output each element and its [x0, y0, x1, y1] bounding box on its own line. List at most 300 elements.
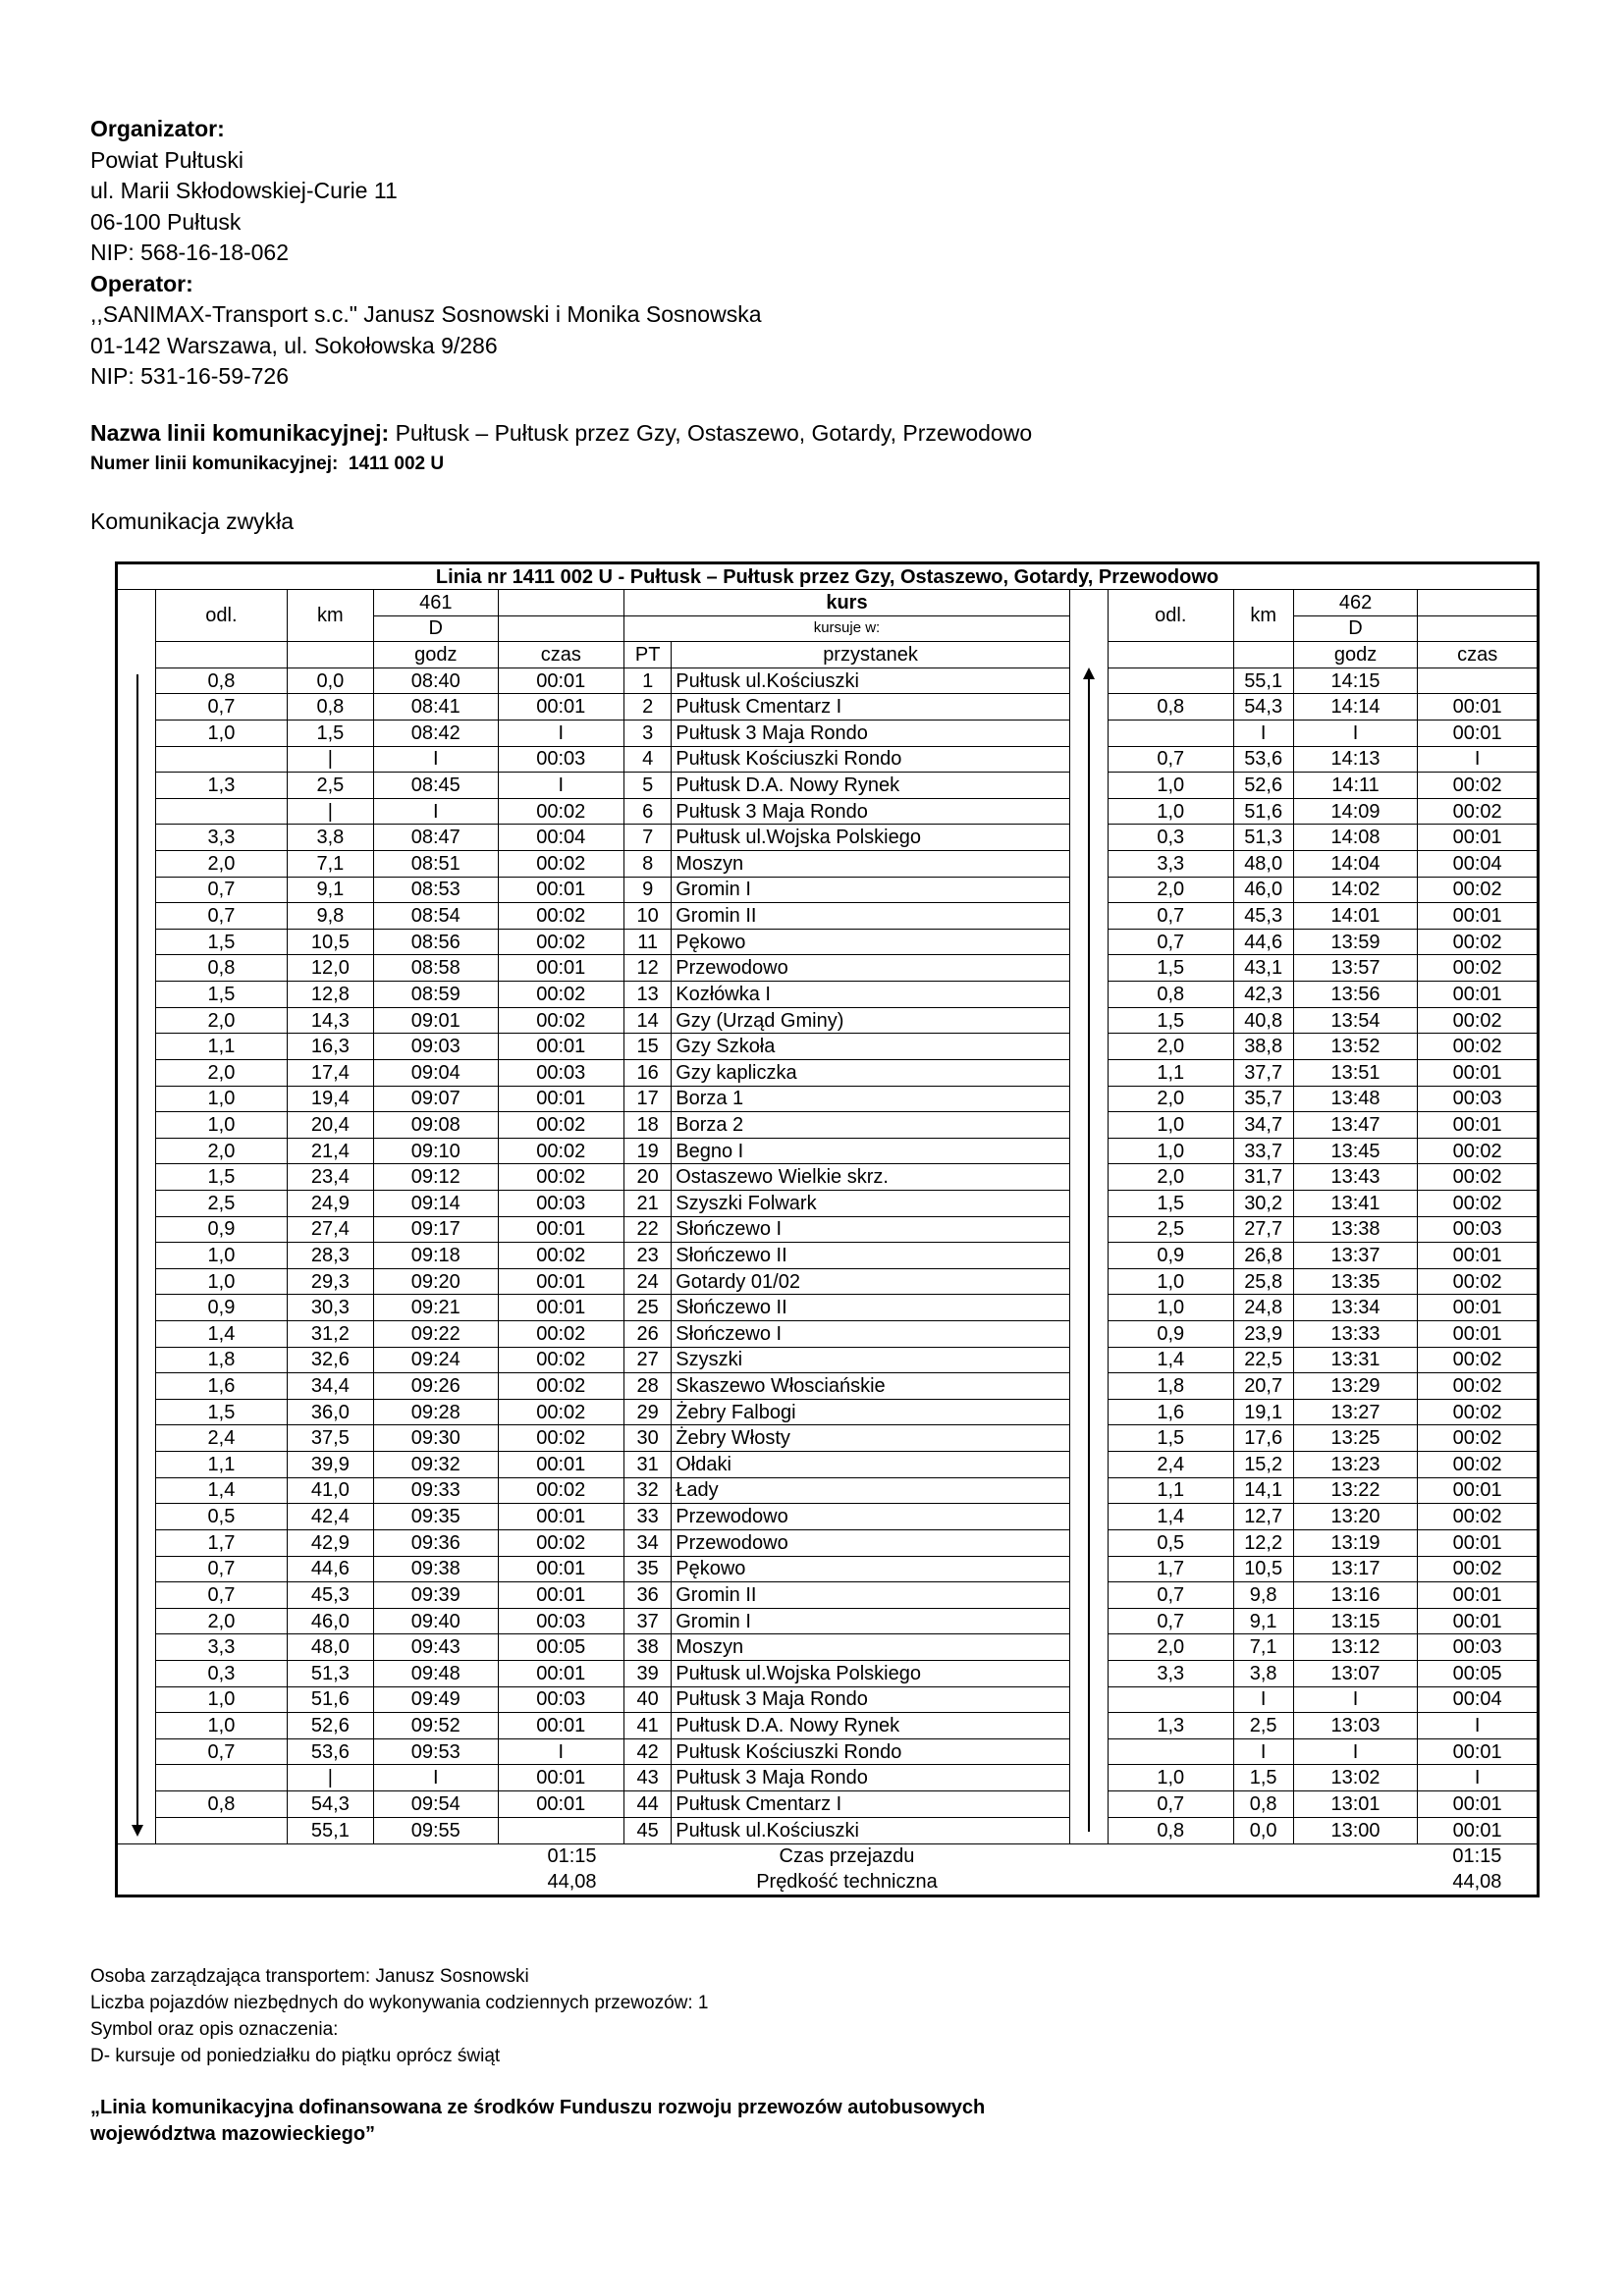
km-cell: 21,4 — [287, 1138, 373, 1164]
direction-arrow-up-icon — [1069, 667, 1108, 1843]
duration-cell: 00:01 — [1418, 1321, 1539, 1348]
duration-cell: 00:05 — [498, 1634, 624, 1661]
odl-cell: 1,4 — [156, 1321, 288, 1348]
time-cell: 14:08 — [1293, 825, 1418, 851]
col-godz-left: godz — [374, 642, 499, 668]
table-row — [117, 1608, 1539, 1634]
time-cell: 08:56 — [374, 929, 499, 955]
km-cell: 51,3 — [287, 1660, 373, 1686]
duration-cell: 00:01 — [498, 694, 624, 721]
line-number-label: Numer linii komunikacyjnej: — [90, 454, 339, 474]
odl-cell: 0,7 — [1109, 1608, 1234, 1634]
km-cell: 10,5 — [287, 929, 373, 955]
duration-cell: 00:02 — [1418, 1452, 1539, 1478]
stop-number-cell: 43 — [624, 1765, 672, 1791]
km-cell: 25,8 — [1233, 1268, 1293, 1295]
time-cell: 09:48 — [374, 1660, 499, 1686]
time-cell: 13:02 — [1293, 1765, 1418, 1791]
km-cell: 51,3 — [1233, 825, 1293, 851]
course-number-right: 462 — [1293, 590, 1418, 616]
duration-cell: 00:02 — [498, 982, 624, 1008]
duration-cell: 00:01 — [498, 667, 624, 694]
duration-cell: 00:05 — [1418, 1660, 1539, 1686]
time-cell: 14:11 — [1293, 773, 1418, 799]
stop-name-cell: Szyszki — [672, 1347, 1070, 1373]
odl-cell: 1,5 — [156, 929, 288, 955]
time-cell: 14:13 — [1293, 746, 1418, 773]
odl-cell: 1,8 — [1109, 1373, 1234, 1400]
stop-number-cell: 15 — [624, 1034, 672, 1060]
duration-cell: 00:01 — [1418, 903, 1539, 930]
speed-label: Prędkość techniczna — [756, 1870, 938, 1893]
km-cell: 9,8 — [1233, 1582, 1293, 1609]
odl-cell: 1,0 — [1109, 1268, 1234, 1295]
stop-number-cell: 23 — [624, 1243, 672, 1269]
odl-cell: 1,5 — [156, 982, 288, 1008]
km-cell: 34,7 — [1233, 1112, 1293, 1139]
timetable-body — [117, 667, 1539, 1843]
odl-cell: 2,0 — [156, 1608, 288, 1634]
duration-cell: 00:02 — [1418, 1268, 1539, 1295]
km-cell: 12,0 — [287, 955, 373, 982]
duration-cell: 00:03 — [498, 1608, 624, 1634]
odl-cell: 0,3 — [156, 1660, 288, 1686]
stop-number-cell: 17 — [624, 1086, 672, 1112]
stop-name-cell: Gromin II — [672, 903, 1070, 930]
odl-cell: 3,3 — [1109, 1660, 1234, 1686]
line-number — [90, 454, 444, 475]
table-row — [117, 1399, 1539, 1425]
km-cell: 55,1 — [287, 1817, 373, 1843]
km-cell: 20,4 — [287, 1112, 373, 1139]
empty-cell — [498, 590, 624, 616]
col-odl-right: odl. — [1109, 590, 1234, 642]
duration-cell: 00:01 — [1418, 1295, 1539, 1321]
duration-cell: 00:02 — [1418, 929, 1539, 955]
km-cell: 7,1 — [287, 851, 373, 878]
duration-cell — [498, 1817, 624, 1843]
duration-cell: 00:02 — [498, 929, 624, 955]
duration-cell: 00:01 — [498, 1582, 624, 1609]
time-cell: 13:00 — [1293, 1817, 1418, 1843]
empty-cell — [1069, 1869, 1417, 1896]
col-pt: PT — [624, 642, 672, 668]
km-cell: | — [287, 746, 373, 773]
duration-cell: 00:01 — [498, 1556, 624, 1582]
organizer-line: 06-100 Pułtusk — [90, 208, 242, 235]
km-cell: 52,6 — [1233, 773, 1293, 799]
km-cell: 14,1 — [1233, 1477, 1293, 1504]
stop-name-cell: Pułtusk 3 Maja Rondo — [672, 1765, 1070, 1791]
organizer-line: Powiat Pułtuski — [90, 146, 244, 173]
col-odl-left: odl. — [156, 590, 288, 642]
stop-number-cell: 42 — [624, 1738, 672, 1765]
duration-cell: 00:02 — [498, 1425, 624, 1452]
stop-name-cell: Pułtusk ul.Kościuszki — [672, 1817, 1070, 1843]
stop-number-cell: 45 — [624, 1817, 672, 1843]
duration-cell: 00:02 — [498, 903, 624, 930]
km-cell: 53,6 — [1233, 746, 1293, 773]
time-cell: 09:18 — [374, 1243, 499, 1269]
duration-cell: 00:01 — [498, 955, 624, 982]
vehicle-count: Liczba pojazdów niezbędnych do wykonywania codziennych przewozów: 1 — [90, 1993, 709, 2013]
table-row — [117, 1504, 1539, 1530]
odl-cell: 1,1 — [156, 1034, 288, 1060]
operator-line: NIP: 531-16-59-726 — [90, 363, 290, 389]
odl-cell: 0,9 — [1109, 1321, 1234, 1348]
stop-number-cell: 27 — [624, 1347, 672, 1373]
stop-name-cell: Borza 2 — [672, 1112, 1070, 1139]
duration-cell: 00:01 — [498, 1034, 624, 1060]
time-cell: 13:19 — [1293, 1529, 1418, 1556]
time-cell: 13:01 — [1293, 1790, 1418, 1817]
odl-cell: 0,8 — [1109, 982, 1234, 1008]
odl-cell: 1,1 — [1109, 1059, 1234, 1086]
km-cell: 52,6 — [287, 1713, 373, 1739]
km-cell: 46,0 — [287, 1608, 373, 1634]
odl-cell: 1,0 — [1109, 1138, 1234, 1164]
km-cell: 39,9 — [287, 1452, 373, 1478]
col-czas-right: czas — [1418, 642, 1539, 668]
odl-cell: 1,0 — [156, 1112, 288, 1139]
time-cell: 08:45 — [374, 773, 499, 799]
km-cell: 35,7 — [1233, 1086, 1293, 1112]
duration-cell: 00:03 — [498, 1059, 624, 1086]
odl-cell: 3,3 — [156, 825, 288, 851]
symbols-heading: Symbol oraz opis oznaczenia: — [90, 2019, 339, 2040]
table-row — [117, 694, 1539, 721]
organizer-line: ul. Marii Skłodowskiej-Curie 11 — [90, 178, 398, 203]
time-cell: 09:30 — [374, 1425, 499, 1452]
stop-number-cell: 13 — [624, 982, 672, 1008]
duration-cell: 00:02 — [498, 1007, 624, 1034]
time-cell: 09:12 — [374, 1164, 499, 1191]
duration-cell: 00:01 — [1418, 1738, 1539, 1765]
odl-cell: 3,3 — [156, 1634, 288, 1661]
line-name — [90, 420, 1032, 447]
duration-cell: 00:02 — [498, 1138, 624, 1164]
table-row — [117, 1373, 1539, 1400]
odl-cell — [1109, 1738, 1234, 1765]
funding-line: województwa mazowieckiego” — [90, 2123, 376, 2145]
duration-cell: 00:01 — [1418, 1817, 1539, 1843]
km-cell: 45,3 — [1233, 903, 1293, 930]
speed-right: 44,08 — [1452, 1870, 1502, 1893]
odl-cell: 2,4 — [1109, 1452, 1234, 1478]
time-cell: 08:53 — [374, 877, 499, 903]
time-cell: 09:43 — [374, 1634, 499, 1661]
table-row — [117, 903, 1539, 930]
time-cell: 13:35 — [1293, 1268, 1418, 1295]
time-cell: 09:07 — [374, 1086, 499, 1112]
km-cell: 0,0 — [1233, 1817, 1293, 1843]
odl-cell: 0,3 — [1109, 825, 1234, 851]
communication-type: Komunikacja zwykła — [90, 508, 295, 534]
duration-cell: 00:01 — [498, 1660, 624, 1686]
empty-cell — [498, 615, 624, 642]
stop-name-cell: Słończewo II — [672, 1295, 1070, 1321]
duration-cell: 00:02 — [498, 1399, 624, 1425]
time-cell: 13:57 — [1293, 955, 1418, 982]
odl-cell: 1,0 — [1109, 773, 1234, 799]
odl-cell — [156, 746, 288, 773]
stop-name-cell: Gzy (Urząd Gminy) — [672, 1007, 1070, 1034]
odl-cell: 1,0 — [1109, 1765, 1234, 1791]
km-cell: 16,3 — [287, 1034, 373, 1060]
table-row — [117, 773, 1539, 799]
stop-name-cell: Przewodowo — [672, 1504, 1070, 1530]
stop-name-cell: Kozłówka I — [672, 982, 1070, 1008]
col-czas-left: czas — [498, 642, 624, 668]
stop-number-cell: 5 — [624, 773, 672, 799]
stop-name-cell: Gromin II — [672, 1582, 1070, 1609]
odl-cell: 0,5 — [1109, 1529, 1234, 1556]
km-cell: 19,4 — [287, 1086, 373, 1112]
time-cell: 09:38 — [374, 1556, 499, 1582]
stop-name-cell: Pułtusk Kościuszki Rondo — [672, 1738, 1070, 1765]
funding-line: „Linia komunikacyjna dofinansowana ze środków Funduszu rozwoju przewozów autobusowych — [90, 2097, 986, 2118]
odl-cell: 1,4 — [1109, 1504, 1234, 1530]
stop-name-cell: Gromin I — [672, 1608, 1070, 1634]
km-cell: I — [1233, 1738, 1293, 1765]
time-cell: 13:07 — [1293, 1660, 1418, 1686]
odl-cell: 0,8 — [156, 1790, 288, 1817]
table-row — [117, 1738, 1539, 1765]
stop-number-cell: 40 — [624, 1686, 672, 1713]
duration-cell: 00:04 — [1418, 851, 1539, 878]
odl-cell: 2,0 — [156, 1007, 288, 1034]
stop-number-cell: 4 — [624, 746, 672, 773]
arrowhead-up — [1083, 667, 1095, 679]
stop-name-cell: Słończewo I — [672, 1321, 1070, 1348]
table-row — [117, 1477, 1539, 1504]
duration-cell: 00:02 — [1418, 877, 1539, 903]
arrowhead-down — [132, 1825, 143, 1837]
km-cell: 42,4 — [287, 1504, 373, 1530]
odl-cell: 0,7 — [156, 1738, 288, 1765]
stop-number-cell: 22 — [624, 1216, 672, 1243]
time-cell: 13:17 — [1293, 1556, 1418, 1582]
table-row — [117, 1216, 1539, 1243]
table-row — [117, 1007, 1539, 1034]
odl-cell: 1,0 — [156, 1713, 288, 1739]
time-cell: 09:55 — [374, 1817, 499, 1843]
stop-number-cell: 6 — [624, 798, 672, 825]
empty-cell — [1418, 590, 1539, 616]
km-cell: 53,6 — [287, 1738, 373, 1765]
duration-cell: 00:02 — [1418, 798, 1539, 825]
duration-cell: 00:02 — [498, 1373, 624, 1400]
km-cell: 1,5 — [1233, 1765, 1293, 1791]
stop-number-cell: 3 — [624, 721, 672, 747]
stop-name-cell: Moszyn — [672, 1634, 1070, 1661]
stop-name-cell: Przewodowo — [672, 1529, 1070, 1556]
table-row — [117, 1164, 1539, 1191]
organizer-line: NIP: 568-16-18-062 — [90, 240, 290, 265]
km-cell: 0,0 — [287, 667, 373, 694]
stop-name-cell: Ołdaki — [672, 1452, 1070, 1478]
duration-cell: 00:02 — [1418, 1007, 1539, 1034]
stop-name-cell: Żebry Falbogi — [672, 1399, 1070, 1425]
odl-cell: 2,0 — [1109, 1634, 1234, 1661]
stop-name-cell: Szyszki Folwark — [672, 1190, 1070, 1216]
duration-cell: 00:02 — [498, 798, 624, 825]
table-row — [117, 1765, 1539, 1791]
time-cell: 13:45 — [1293, 1138, 1418, 1164]
km-cell: 20,7 — [1233, 1373, 1293, 1400]
time-cell: 09:14 — [374, 1190, 499, 1216]
stop-number-cell: 34 — [624, 1529, 672, 1556]
odl-cell: 0,8 — [156, 955, 288, 982]
time-cell: 09:36 — [374, 1529, 499, 1556]
symbol-left: D — [374, 615, 499, 642]
time-cell: 09:03 — [374, 1034, 499, 1060]
km-cell: 43,1 — [1233, 955, 1293, 982]
stop-number-cell: 31 — [624, 1452, 672, 1478]
table-row — [117, 1190, 1539, 1216]
time-cell: 14:02 — [1293, 877, 1418, 903]
time-cell: 13:43 — [1293, 1164, 1418, 1191]
time-cell: 13:52 — [1293, 1034, 1418, 1060]
table-row — [117, 1034, 1539, 1060]
km-cell: 24,9 — [287, 1190, 373, 1216]
duration-cell: 00:02 — [1418, 955, 1539, 982]
odl-cell — [156, 1817, 288, 1843]
km-cell: 15,2 — [1233, 1452, 1293, 1478]
time-cell: 13:20 — [1293, 1504, 1418, 1530]
km-cell: 31,7 — [1233, 1164, 1293, 1191]
km-cell: 7,1 — [1233, 1634, 1293, 1661]
odl-cell: 1,5 — [1109, 1425, 1234, 1452]
time-cell: 13:33 — [1293, 1321, 1418, 1348]
time-cell: 13:56 — [1293, 982, 1418, 1008]
odl-cell: 0,9 — [156, 1295, 288, 1321]
duration-cell: 00:01 — [498, 1790, 624, 1817]
duration-cell: 00:01 — [498, 1504, 624, 1530]
table-row — [117, 1452, 1539, 1478]
odl-cell: 0,9 — [156, 1216, 288, 1243]
time-cell: I — [374, 1765, 499, 1791]
table-row — [117, 1243, 1539, 1269]
time-cell: 08:59 — [374, 982, 499, 1008]
km-cell: 19,1 — [1233, 1399, 1293, 1425]
time-cell: 09:35 — [374, 1504, 499, 1530]
table-row — [117, 1112, 1539, 1139]
odl-cell: 2,0 — [1109, 1164, 1234, 1191]
table-row — [117, 877, 1539, 903]
line-name-value: Pułtusk – Pułtusk przez Gzy, Ostaszewo, Gotardy, Przewodowo — [389, 420, 1033, 446]
stop-number-cell: 26 — [624, 1321, 672, 1348]
duration-cell: 00:04 — [498, 825, 624, 851]
stop-number-cell: 12 — [624, 955, 672, 982]
stop-number-cell: 14 — [624, 1007, 672, 1034]
odl-cell: 0,8 — [1109, 1817, 1234, 1843]
km-cell: 27,7 — [1233, 1216, 1293, 1243]
stop-name-cell: Żebry Włosty — [672, 1425, 1070, 1452]
duration-cell: 00:01 — [1418, 1477, 1539, 1504]
duration-cell: 00:02 — [1418, 773, 1539, 799]
table-row — [117, 825, 1539, 851]
km-cell: 38,8 — [1233, 1034, 1293, 1060]
table-row — [117, 851, 1539, 878]
duration-cell: 00:03 — [1418, 1634, 1539, 1661]
duration-cell: 00:01 — [1418, 721, 1539, 747]
km-cell: 24,8 — [1233, 1295, 1293, 1321]
table-row — [117, 1556, 1539, 1582]
odl-cell: 1,3 — [156, 773, 288, 799]
time-cell: 09:32 — [374, 1452, 499, 1478]
empty-cell — [1069, 1843, 1417, 1869]
stop-number-cell: 30 — [624, 1425, 672, 1452]
stop-name-cell: Borza 1 — [672, 1086, 1070, 1112]
table-row — [117, 1634, 1539, 1661]
duration-cell: 00:01 — [498, 1713, 624, 1739]
line-number-value: 1411 002 U — [348, 454, 445, 474]
time-cell: 13:27 — [1293, 1399, 1418, 1425]
time-cell: 09:28 — [374, 1399, 499, 1425]
time-cell: 13:22 — [1293, 1477, 1418, 1504]
duration-cell: 00:02 — [1418, 1399, 1539, 1425]
duration-cell: 00:01 — [1418, 825, 1539, 851]
duration-cell: 00:01 — [498, 1268, 624, 1295]
time-cell: 13:25 — [1293, 1425, 1418, 1452]
empty-cell — [1109, 642, 1234, 668]
time-cell: I — [374, 746, 499, 773]
odl-cell: 1,0 — [156, 1686, 288, 1713]
time-cell: 13:37 — [1293, 1243, 1418, 1269]
stop-name-cell: Pękowo — [672, 929, 1070, 955]
odl-cell: 2,0 — [156, 1059, 288, 1086]
km-cell: 3,8 — [1233, 1660, 1293, 1686]
stop-number-cell: 7 — [624, 825, 672, 851]
stop-number-cell: 33 — [624, 1504, 672, 1530]
duration-cell: 00:01 — [498, 877, 624, 903]
stop-number-cell: 41 — [624, 1713, 672, 1739]
duration-cell: I — [1418, 1713, 1539, 1739]
odl-cell: 1,7 — [156, 1529, 288, 1556]
odl-cell — [156, 1765, 288, 1791]
duration-cell: 00:02 — [1418, 1034, 1539, 1060]
duration-cell: 00:02 — [1418, 1556, 1539, 1582]
stop-number-cell: 11 — [624, 929, 672, 955]
odl-cell: 1,5 — [1109, 1007, 1234, 1034]
table-row — [117, 1817, 1539, 1843]
km-cell: 34,4 — [287, 1373, 373, 1400]
duration-cell: 00:02 — [498, 1164, 624, 1191]
operator-line: ,,SANIMAX-Transport s.c." Janusz Sosnowski i Monika Sosnowska — [90, 301, 762, 327]
duration-cell: 00:02 — [1418, 1164, 1539, 1191]
odl-cell: 2,5 — [1109, 1216, 1234, 1243]
duration-cell: 00:02 — [498, 851, 624, 878]
duration-cell: 00:03 — [1418, 1086, 1539, 1112]
duration-cell: 00:02 — [1418, 1373, 1539, 1400]
transport-manager: Osoba zarządzająca transportem: Janusz Sosnowski — [90, 1966, 529, 1987]
odl-cell: 1,5 — [156, 1164, 288, 1191]
time-cell: 09:04 — [374, 1059, 499, 1086]
speed-left: 44,08 — [547, 1870, 597, 1893]
table-row — [117, 1295, 1539, 1321]
table-row — [117, 1268, 1539, 1295]
duration-cell: 00:03 — [498, 1686, 624, 1713]
time-cell: 13:31 — [1293, 1347, 1418, 1373]
funding-note — [90, 2095, 985, 2148]
empty-cell — [1418, 615, 1539, 642]
table-row — [117, 1790, 1539, 1817]
duration-cell: 00:01 — [1418, 1608, 1539, 1634]
stop-number-cell: 37 — [624, 1608, 672, 1634]
time-cell: I — [1293, 1738, 1418, 1765]
km-cell: 17,4 — [287, 1059, 373, 1086]
